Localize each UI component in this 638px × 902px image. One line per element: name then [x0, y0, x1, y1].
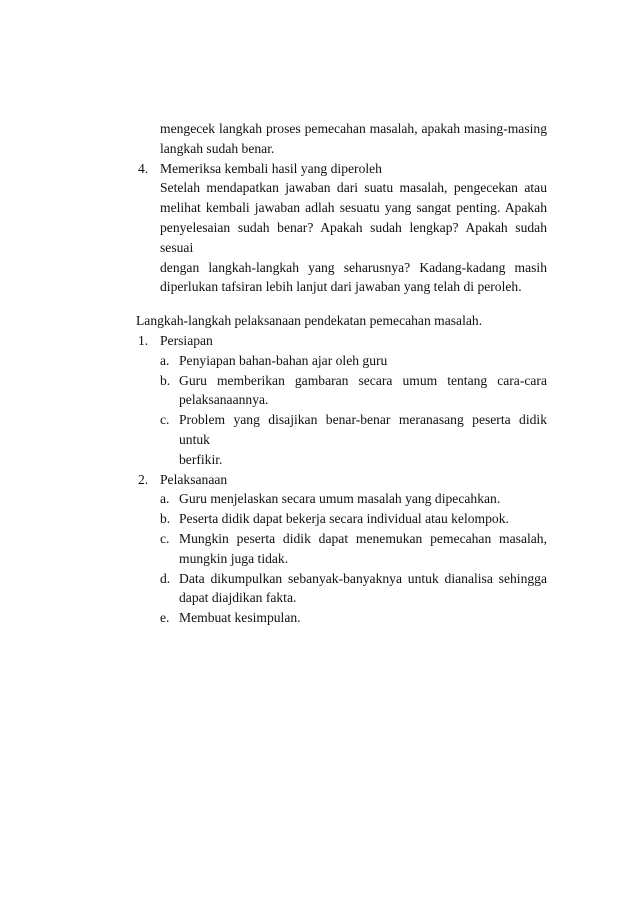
sub-item-letter: d. [160, 570, 171, 586]
sub-item [136, 410, 547, 469]
sub-item [136, 608, 547, 628]
list-item-4 [136, 159, 547, 179]
sub-item-line: pelaksanaannya. [179, 392, 269, 408]
paragraph-line: Setelah mendapatkan jawaban dari suatu masalah, pengecekan atau [160, 180, 547, 196]
sub-item [136, 569, 547, 609]
sub-item [136, 529, 547, 569]
paragraph-line: penyelesaian sudah benar? Apakah sudah lengkap? Apakah sudah sesuai [160, 219, 547, 255]
paragraph-line: melihat kembali jawaban adlah sesuatu yang sangat penting. Apakah [160, 200, 547, 216]
list-item-title: Memeriksa kembali hasil yang diperoleh [160, 160, 382, 176]
sub-item-line: Guru menjelaskan secara umum masalah yang dipecahkan. [179, 491, 501, 507]
sub-item-letter: a. [160, 491, 170, 507]
sub-item [136, 351, 547, 371]
sub-item-line: Guru memberikan gambaran secara umum tentang cara-cara [179, 372, 547, 388]
sub-item-line: Membuat kesimpulan. [179, 610, 301, 626]
sub-item-letter: c. [160, 530, 170, 546]
sub-item-line: dapat diajdikan fakta. [179, 590, 297, 606]
sub-item-line: Data dikumpulkan sebanyak-banyaknya untuk dianalisa sehingga [179, 570, 547, 586]
step-title: Pelaksanaan [160, 471, 228, 487]
continuation-line-1: mengecek langkah proses pemecahan masalah, apakah masing-masing [160, 121, 547, 136]
sub-item-line: mungkin juga tidak. [179, 550, 289, 566]
sub-item-letter: a. [160, 352, 170, 368]
step-number: 1. [138, 332, 149, 348]
sub-item-letter: b. [160, 372, 171, 388]
sub-item-line: Problem yang disajikan benar-benar meranasang peserta didik untuk [179, 412, 547, 447]
paragraph-line: diperlukan tafsiran lebih lanjut dari jawaban yang telah di peroleh. [160, 279, 522, 295]
sub-item [136, 509, 547, 529]
page-content [136, 119, 547, 628]
step-2 [136, 470, 547, 490]
sub-item-line: Peserta didik dapat bekerja secara individual atau kelompok. [179, 511, 509, 527]
sub-item [136, 371, 547, 411]
sub-item-line: berfikir. [179, 451, 223, 467]
step-1 [136, 331, 547, 351]
section-heading: Langkah-langkah pelaksanaan pendekatan pemecahan masalah. [136, 313, 483, 329]
step-number: 2. [138, 471, 149, 487]
sub-item-line: Penyiapan bahan-bahan ajar oleh guru [179, 352, 388, 368]
sub-item-letter: b. [160, 511, 171, 527]
continuation-line-2: langkah sudah benar. [160, 140, 275, 156]
step-title: Persiapan [160, 332, 213, 348]
paragraph-line: dengan langkah-langkah yang seharusnya? Kadang-kadang masih [160, 259, 547, 275]
sub-item [136, 489, 547, 509]
list-number: 4. [138, 160, 149, 176]
sub-item-letter: c. [160, 412, 170, 428]
sub-item-line: Mungkin peserta didik dapat menemukan pemecahan masalah, [179, 530, 547, 546]
sub-item-letter: e. [160, 610, 170, 626]
